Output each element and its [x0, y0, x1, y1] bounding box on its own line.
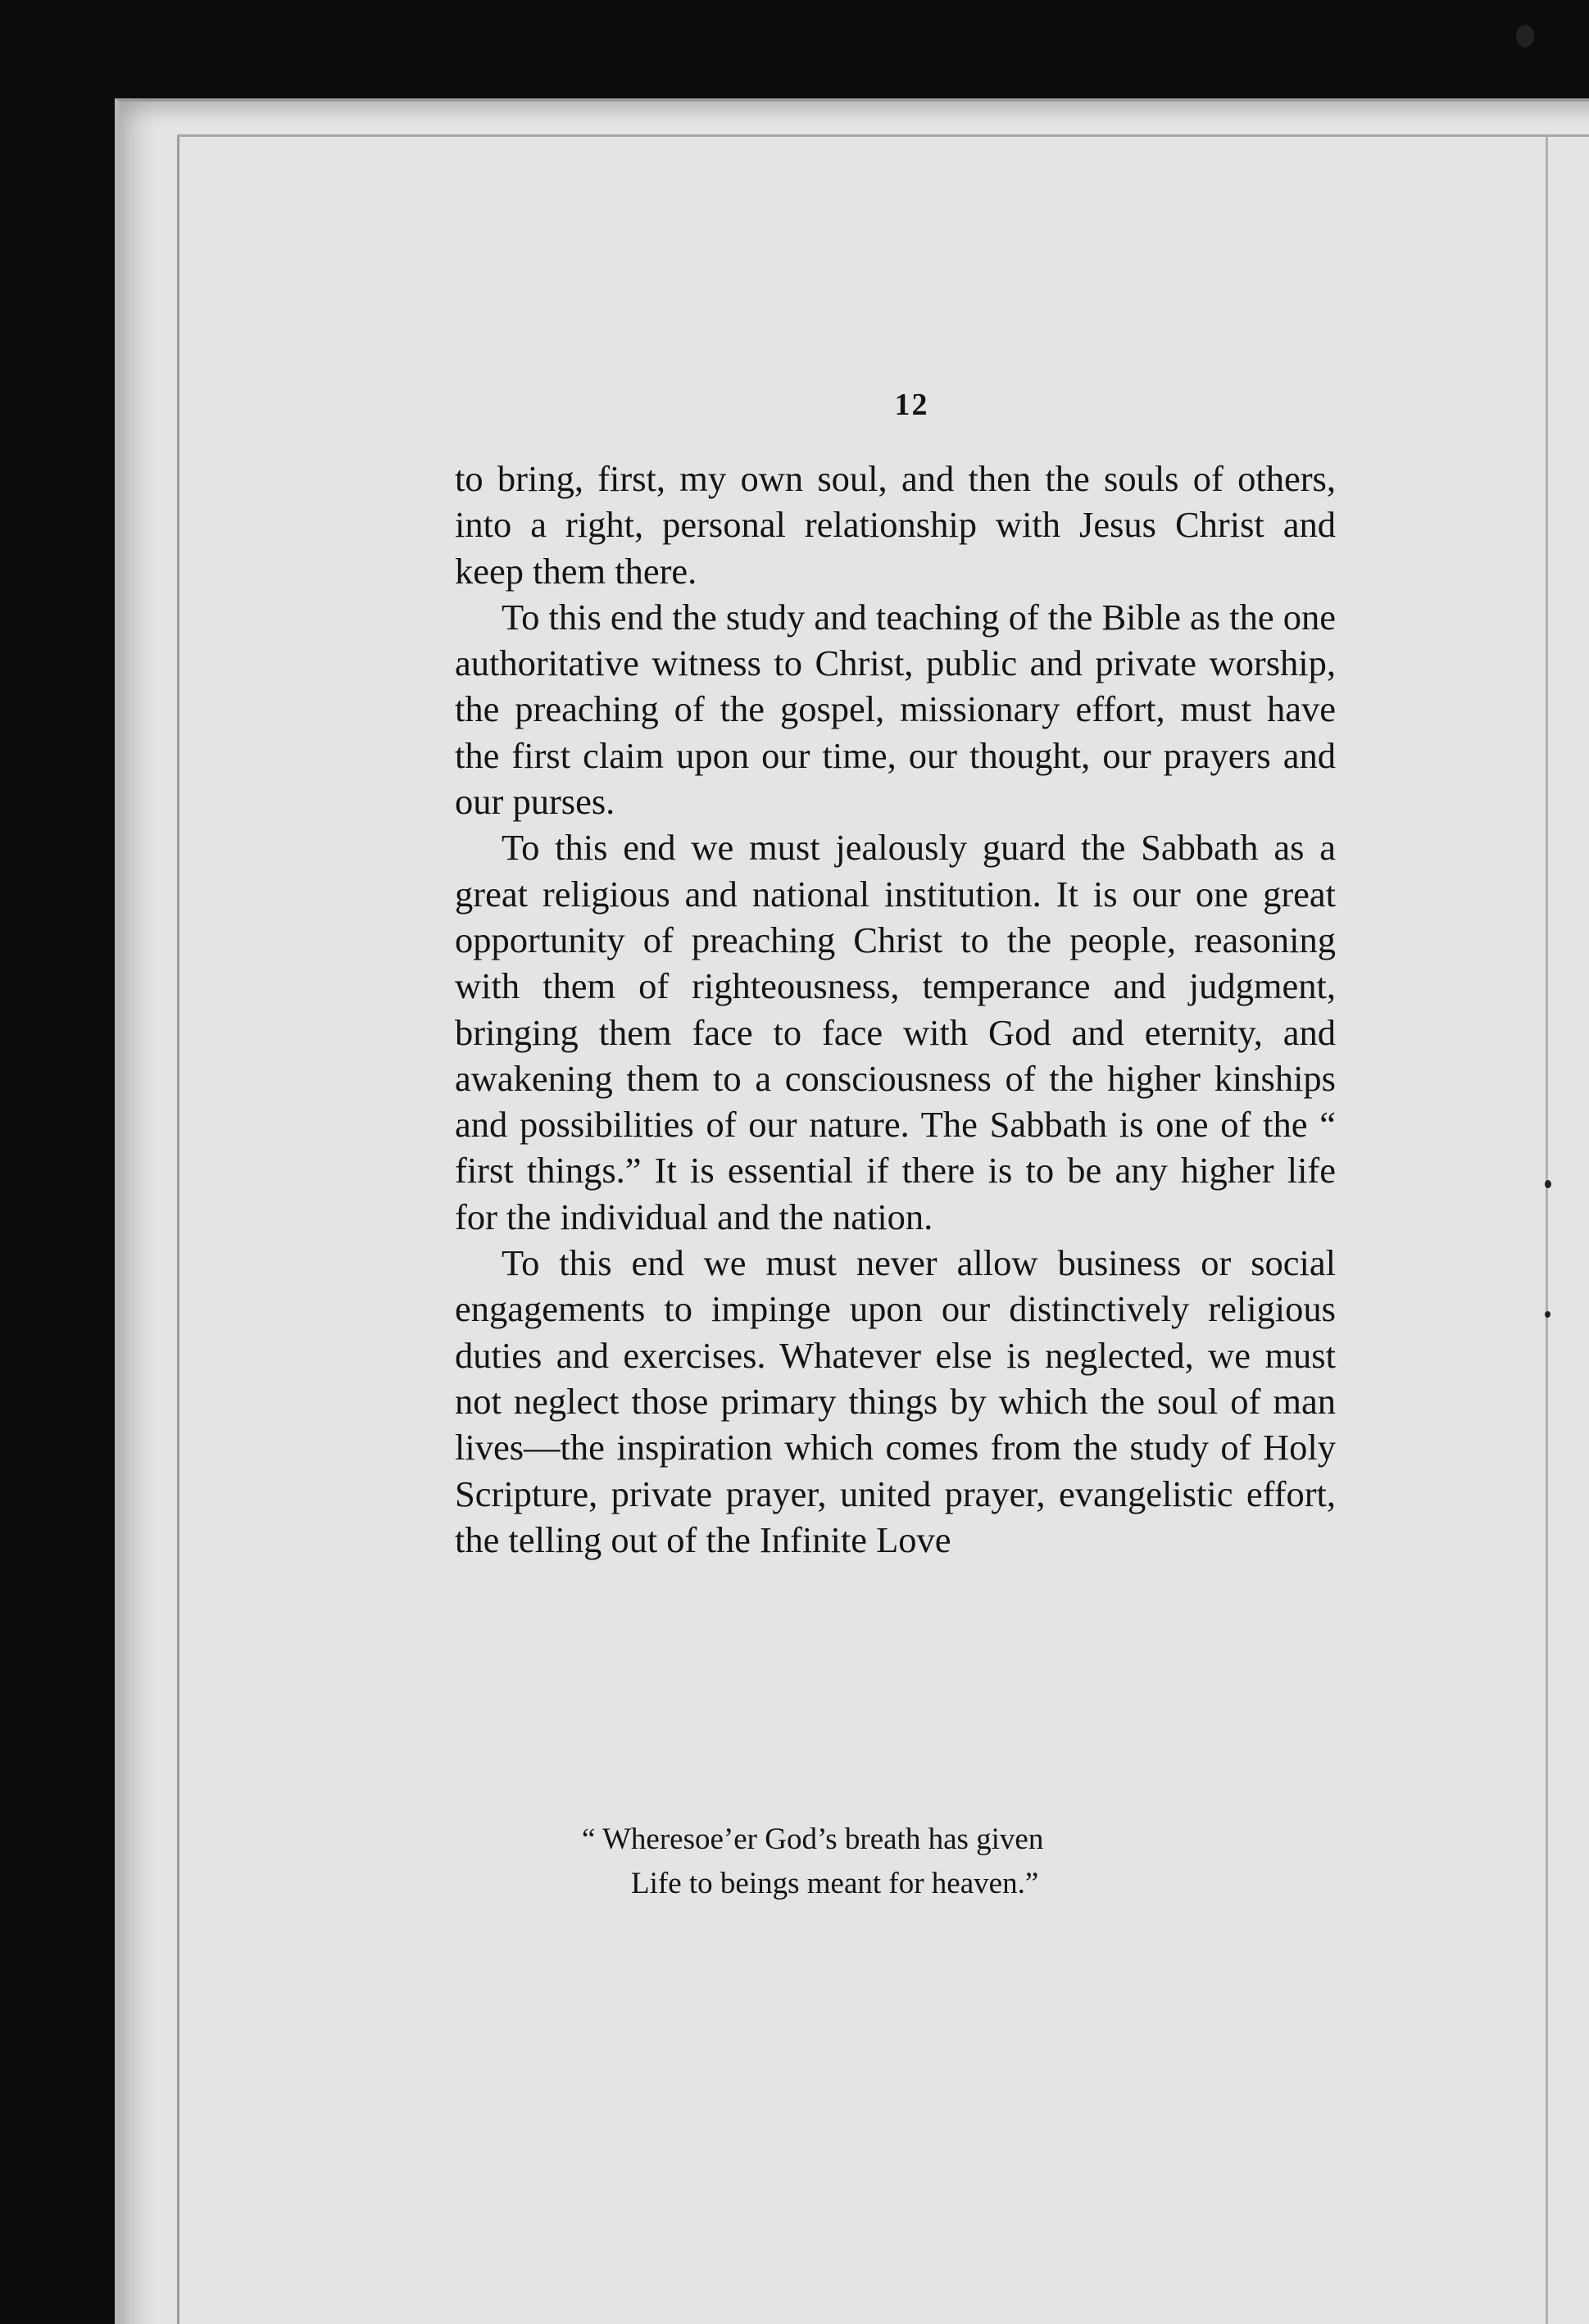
- scan-speck: [1545, 1311, 1550, 1318]
- paragraph: to bring, first, my own soul, and then the souls of others, into a right, personal relationship with Jesus Christ and keep them there.: [455, 458, 1336, 592]
- paragraph: To this end we must never allow business or social engagements to impinge upon our distinctively religious duties and exercises. Whatever else is neglected, we must not neglect those primary things by which the soul of man lives—the inspiration which comes from the study of Holy Scripture, private prayer, united prayer, evangelistic effort, the telling out of the Infinite Love: [455, 1242, 1336, 1560]
- page-text: [455, 385, 1336, 1563]
- page-edge-left: [177, 134, 179, 2324]
- paragraph: To this end we must jealously guard the Sabbath as a great religious and national institution. It is our one great opportunity of preaching Christ to the people, reasoning with them of righteousness, temperance and judgment, bringing them face to face with God and eternity, and awakening them to a consciousness of the higher kinships and possibilities of our nature. The Sabbath is one of the “ first things.” It is essential if there is to be any higher life for the individual and the nation.: [455, 827, 1336, 1237]
- paragraph: To this end the study and teaching of the Bible as the one authoritative witness to Christ, public and private worship, the preaching of the gospel, missionary effort, must have the first claim upon our time, our thought, our prayers and our purses.: [455, 596, 1336, 823]
- page-edge-right: [1546, 134, 1548, 2324]
- page-number: 12: [894, 388, 929, 422]
- page-edge-top: [177, 134, 1589, 137]
- verse-quote: [582, 1818, 1205, 1906]
- scan-speck: [1516, 25, 1534, 48]
- quote-line: “ Wheresoe’er God’s breath has given: [582, 1822, 1044, 1856]
- scan-speck: [1545, 1180, 1551, 1188]
- quote-line: Life to beings meant for heaven.”: [631, 1867, 1039, 1900]
